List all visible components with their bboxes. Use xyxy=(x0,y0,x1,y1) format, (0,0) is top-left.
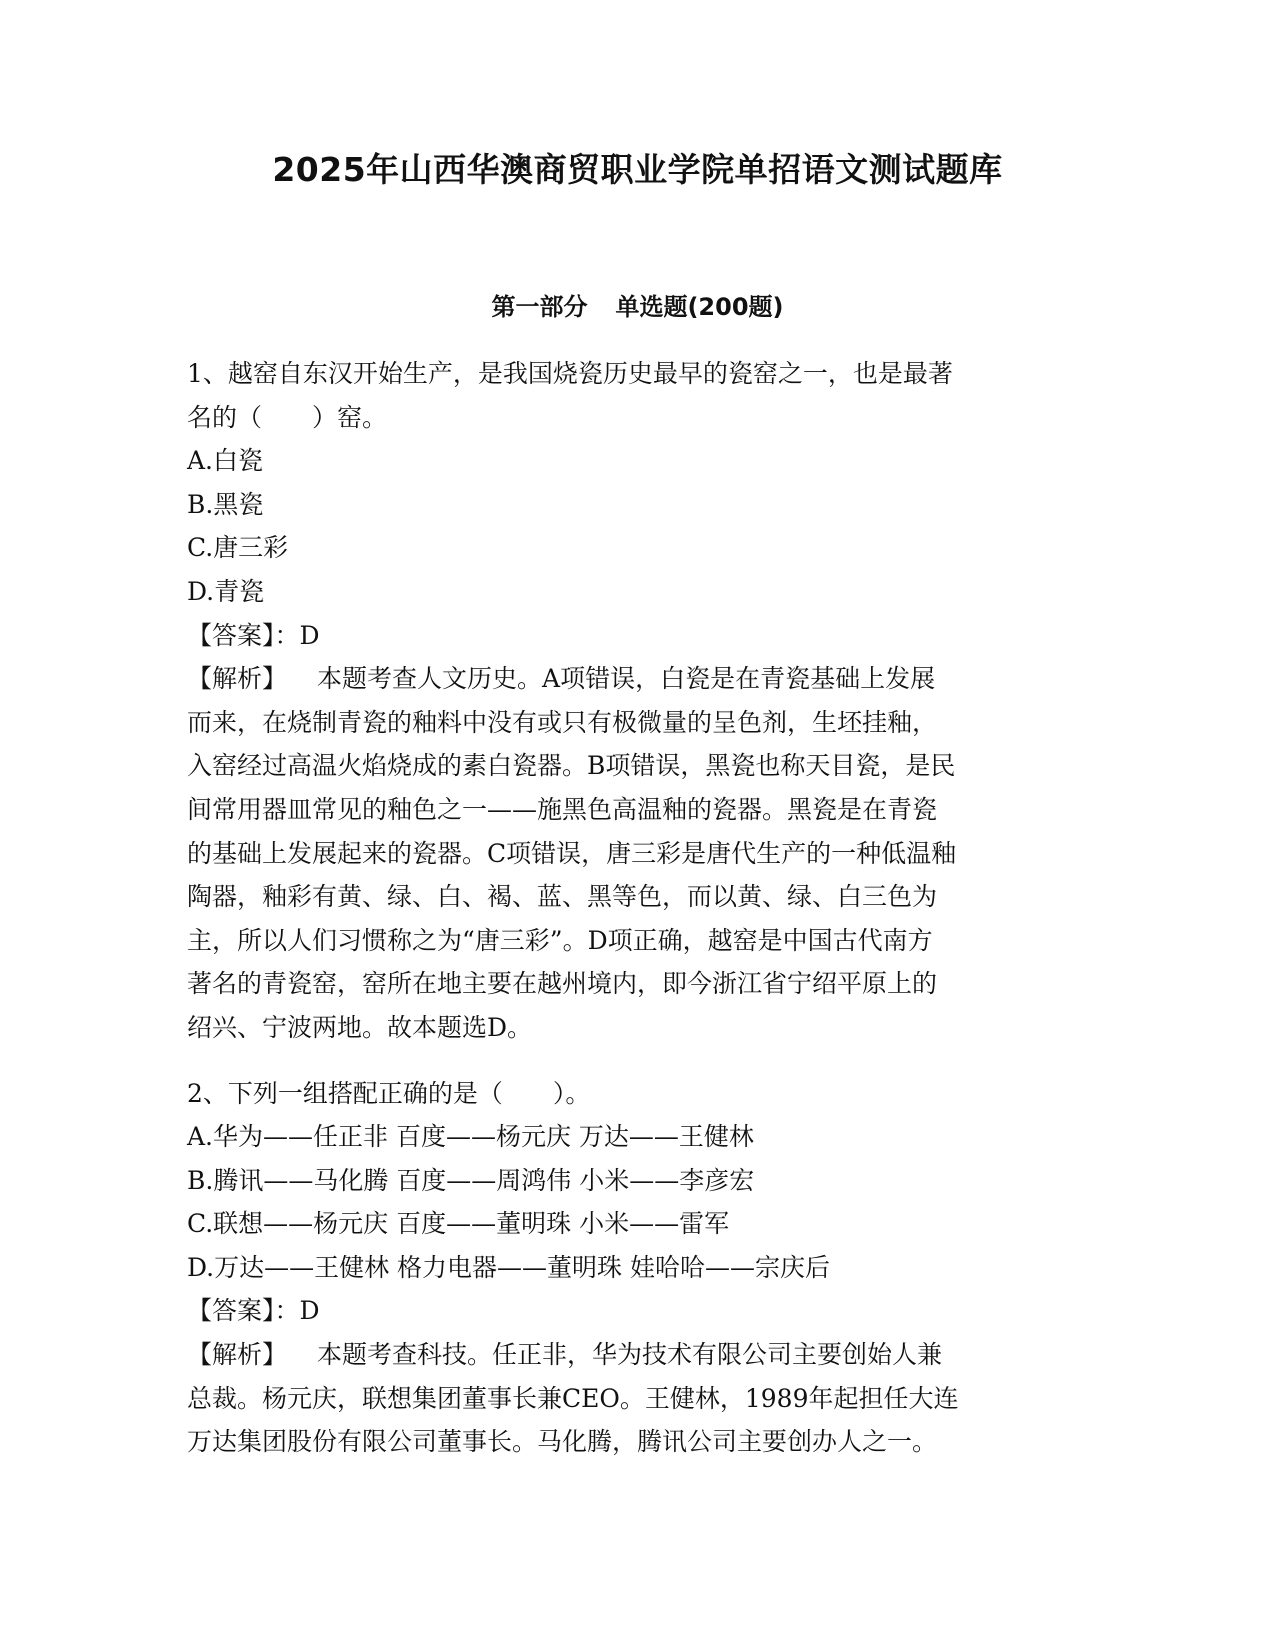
option-c: C.联想——杨元庆 百度——董明珠 小米——雷军 xyxy=(187,1209,730,1239)
option-d: D.青瓷 xyxy=(187,576,265,606)
analysis-text: 本题考查人文历史。A项错误，白瓷是在青瓷基础上发展 xyxy=(317,664,936,694)
option-d: D.万达——王健林 格力电器——董明珠 娃哈哈——宗庆后 xyxy=(187,1252,830,1282)
question-stem-line: 2、下列一组搭配正确的是（ ）。 xyxy=(187,1078,591,1108)
option-b: B.腾讯——马化腾 百度——周鸿伟 小米——李彦宏 xyxy=(187,1165,755,1195)
question-list xyxy=(187,352,1087,1464)
analysis-text: 本题考查科技。任正非，华为技术有限公司主要创始人兼 xyxy=(317,1340,943,1370)
analysis-line: 主，所以人们习惯称之为“唐三彩”。D项正确，越窑是中国古代南方 xyxy=(187,925,933,955)
analysis-line: 总裁。杨元庆，联想集团董事长兼CEO。王健林，1989年起担任大连 xyxy=(187,1383,959,1413)
analysis-line: 间常用器皿常见的釉色之一——施黑色高温釉的瓷器。黑瓷是在青瓷 xyxy=(187,794,938,824)
option-c: C.唐三彩 xyxy=(187,533,289,563)
analysis-line: 的基础上发展起来的瓷器。C项错误，唐三彩是唐代生产的一种低温釉 xyxy=(187,838,957,868)
question-stem-line: 1、越窑自东汉开始生产，是我国烧瓷历史最早的瓷窑之一，也是最著 xyxy=(187,359,953,388)
section-name: 单选题(200题) xyxy=(615,293,784,321)
question-1 xyxy=(187,352,1087,1050)
analysis-line: 著名的青瓷窑，窑所在地主要在越州境内，即今浙江省宁绍平原上的 xyxy=(187,969,938,999)
section-heading xyxy=(0,290,1275,324)
analysis-line xyxy=(187,1333,1087,1377)
analysis-line: 而来，在烧制青瓷的釉料中没有或只有极微量的呈色剂，生坯挂釉， xyxy=(187,707,938,737)
option-a: A.华为——任正非 百度——杨元庆 万达——王健林 xyxy=(187,1122,754,1152)
question-spacer xyxy=(187,1050,1087,1072)
answer-line: 【答案】：D xyxy=(187,1296,320,1326)
analysis-line: 陶器，釉彩有黄、绿、白、褐、蓝、黑等色，而以黄、绿、白三色为 xyxy=(187,882,938,912)
analysis-label: 【解析】 xyxy=(187,1340,288,1370)
document-title: 2025年山西华澳商贸职业学院单招语文测试题库 xyxy=(272,150,1003,189)
analysis-line: 绍兴、宁波两地。故本题选D。 xyxy=(187,1012,533,1042)
option-b: B.黑瓷 xyxy=(187,489,264,519)
option-a: A.白瓷 xyxy=(187,446,264,476)
question-2 xyxy=(187,1072,1087,1464)
analysis-line xyxy=(187,657,1087,701)
section-part: 第一部分 xyxy=(491,293,588,321)
answer-line: 【答案】：D xyxy=(187,620,320,650)
analysis-line: 万达集团股份有限公司董事长。马化腾，腾讯公司主要创办人之一。 xyxy=(187,1427,938,1457)
question-stem-line: 名的（ ）窑。 xyxy=(187,402,388,432)
analysis-label: 【解析】 xyxy=(187,664,288,694)
analysis-line: 入窑经过高温火焰烧成的素白瓷器。B项错误，黑瓷也称天目瓷，是民 xyxy=(187,751,956,781)
